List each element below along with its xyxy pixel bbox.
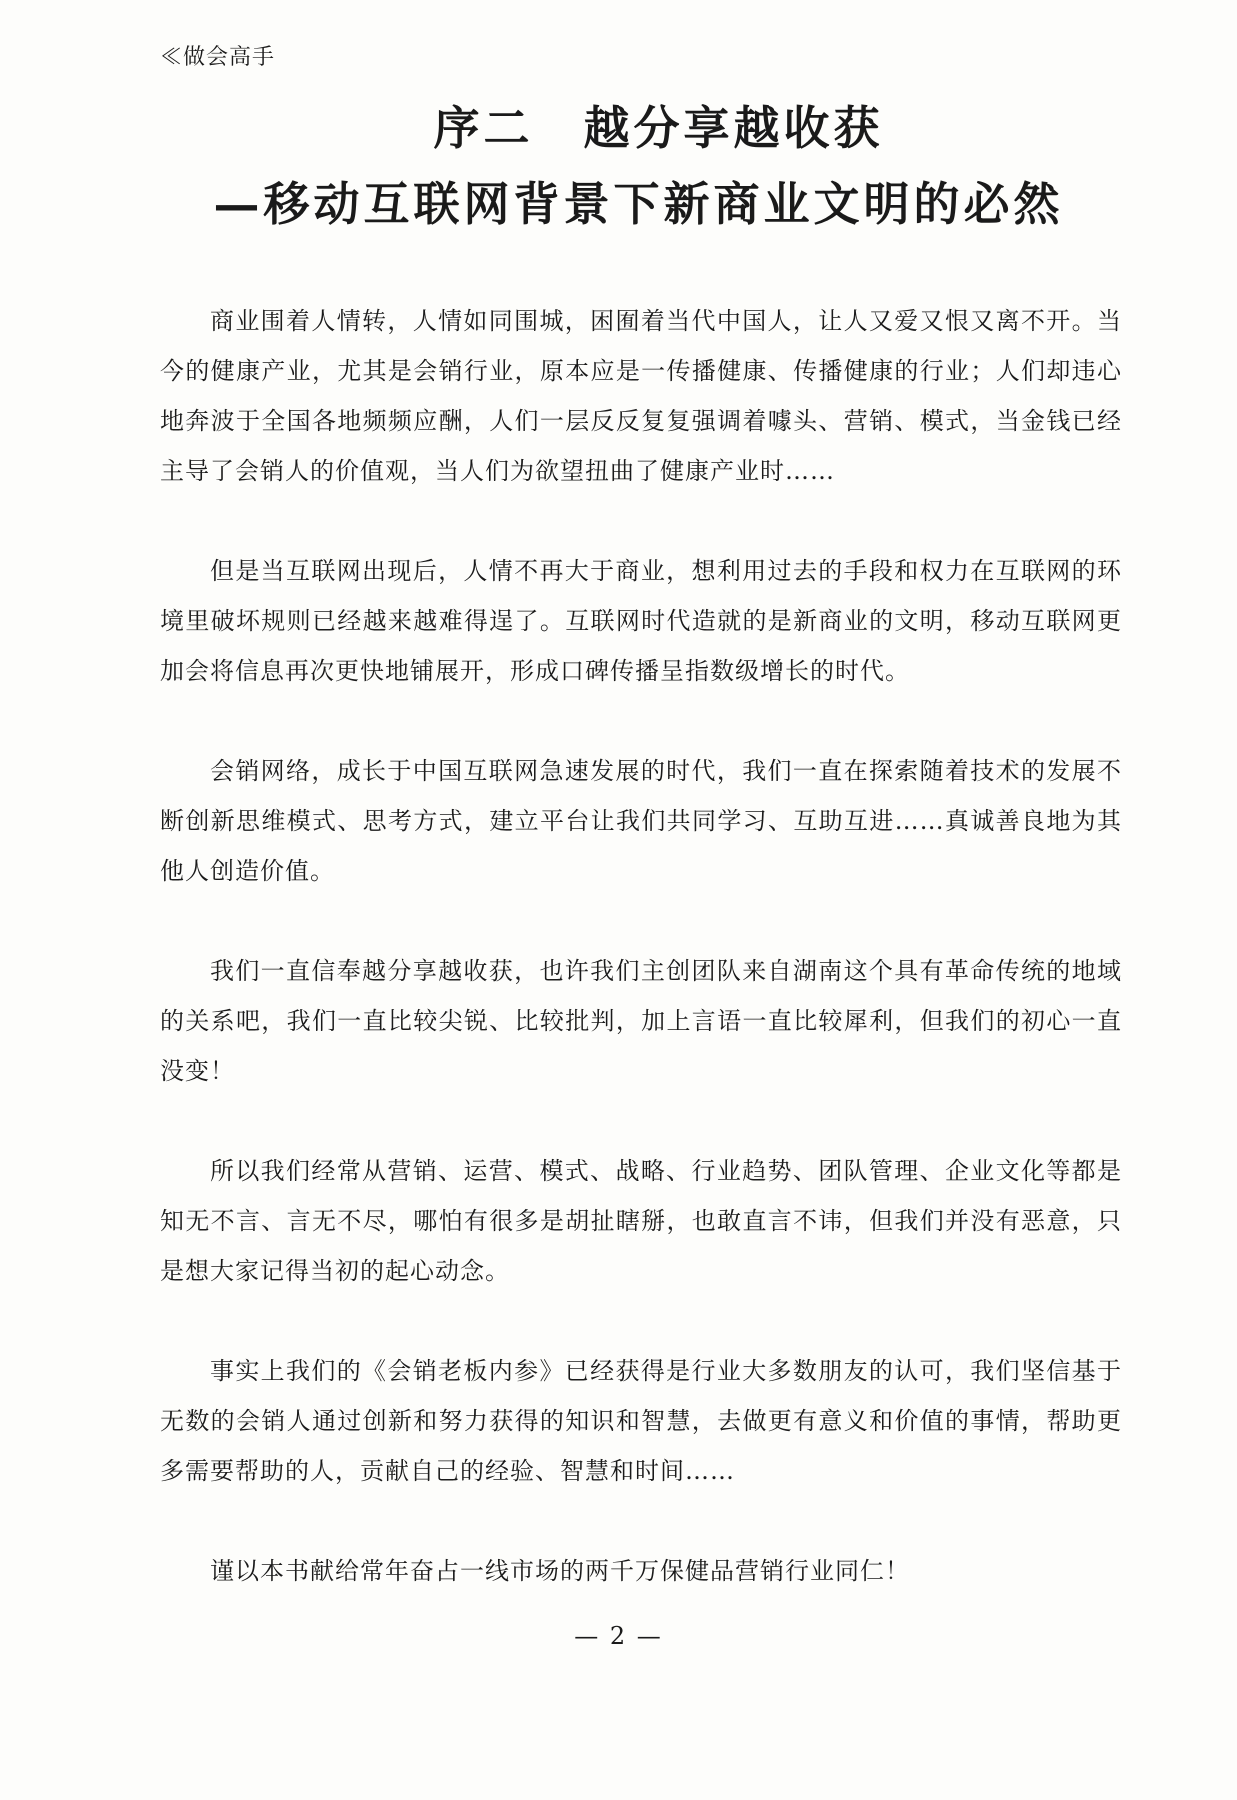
paragraph: 所以我们经常从营销、运营、模式、战略、行业趋势、团队管理、企业文化等都是知无不言、言无不尽，哪怕有很多是胡扯瞎掰，也敢直言不讳，但我们并没有恶意，只是想大家记得当初的起心动念。 <box>160 1157 1122 1285</box>
chapter-title: 序二 越分享越收获 <box>433 101 884 155</box>
chapter-subtitle: —移动互联网背景下新商业文明的必然 <box>213 177 1064 231</box>
paragraph: 我们一直信奉越分享越收获，也许我们主创团队来自湖南这个具有革命传统的地域的关系吧，我们一直比较尖锐、比较批判，加上言语一直比较犀利，但我们的初心一直没变！ <box>160 957 1122 1085</box>
paragraph: 商业围着人情转，人情如同围城，困囿着当代中国人，让人又爱又恨又离不开。当今的健康产业，尤其是会销行业，原本应是一传播健康、传播健康的行业；人们却违心地奔波于全国各地频频应酬，人们一层反反复复强调着噱头、营销、模式，当金钱已经主导了会销人的价值观，当人们为欲望扭曲了健康产业时…… <box>160 307 1122 485</box>
body-text <box>160 296 1122 1646</box>
page-number: — 2 — <box>574 1622 663 1650</box>
running-head: ≪做会高手 <box>160 45 276 70</box>
paragraph: 但是当互联网出现后，人情不再大于商业，想利用过去的手段和权力在互联网的环境里破坏规则已经越来越难得逞了。互联网时代造就的是新商业的文明，移动互联网更加会将信息再次更快地铺展开，形成口碑传播呈指数级增长的时代。 <box>160 557 1122 685</box>
paragraph: 谨以本书献给常年奋占一线市场的两千万保健品营销行业同仁！ <box>210 1557 910 1585</box>
paragraph: 会销网络，成长于中国互联网急速发展的时代，我们一直在探索随着技术的发展不断创新思维模式、思考方式，建立平台让我们共同学习、互助互进……真诚善良地为其他人创造价值。 <box>160 757 1122 885</box>
paragraph: 事实上我们的《会销老板内参》已经获得是行业大多数朋友的认可，我们坚信基于无数的会销人通过创新和努力获得的知识和智慧，去做更有意义和价值的事情，帮助更多需要帮助的人，贡献自己的经验、智慧和时间…… <box>160 1357 1122 1485</box>
